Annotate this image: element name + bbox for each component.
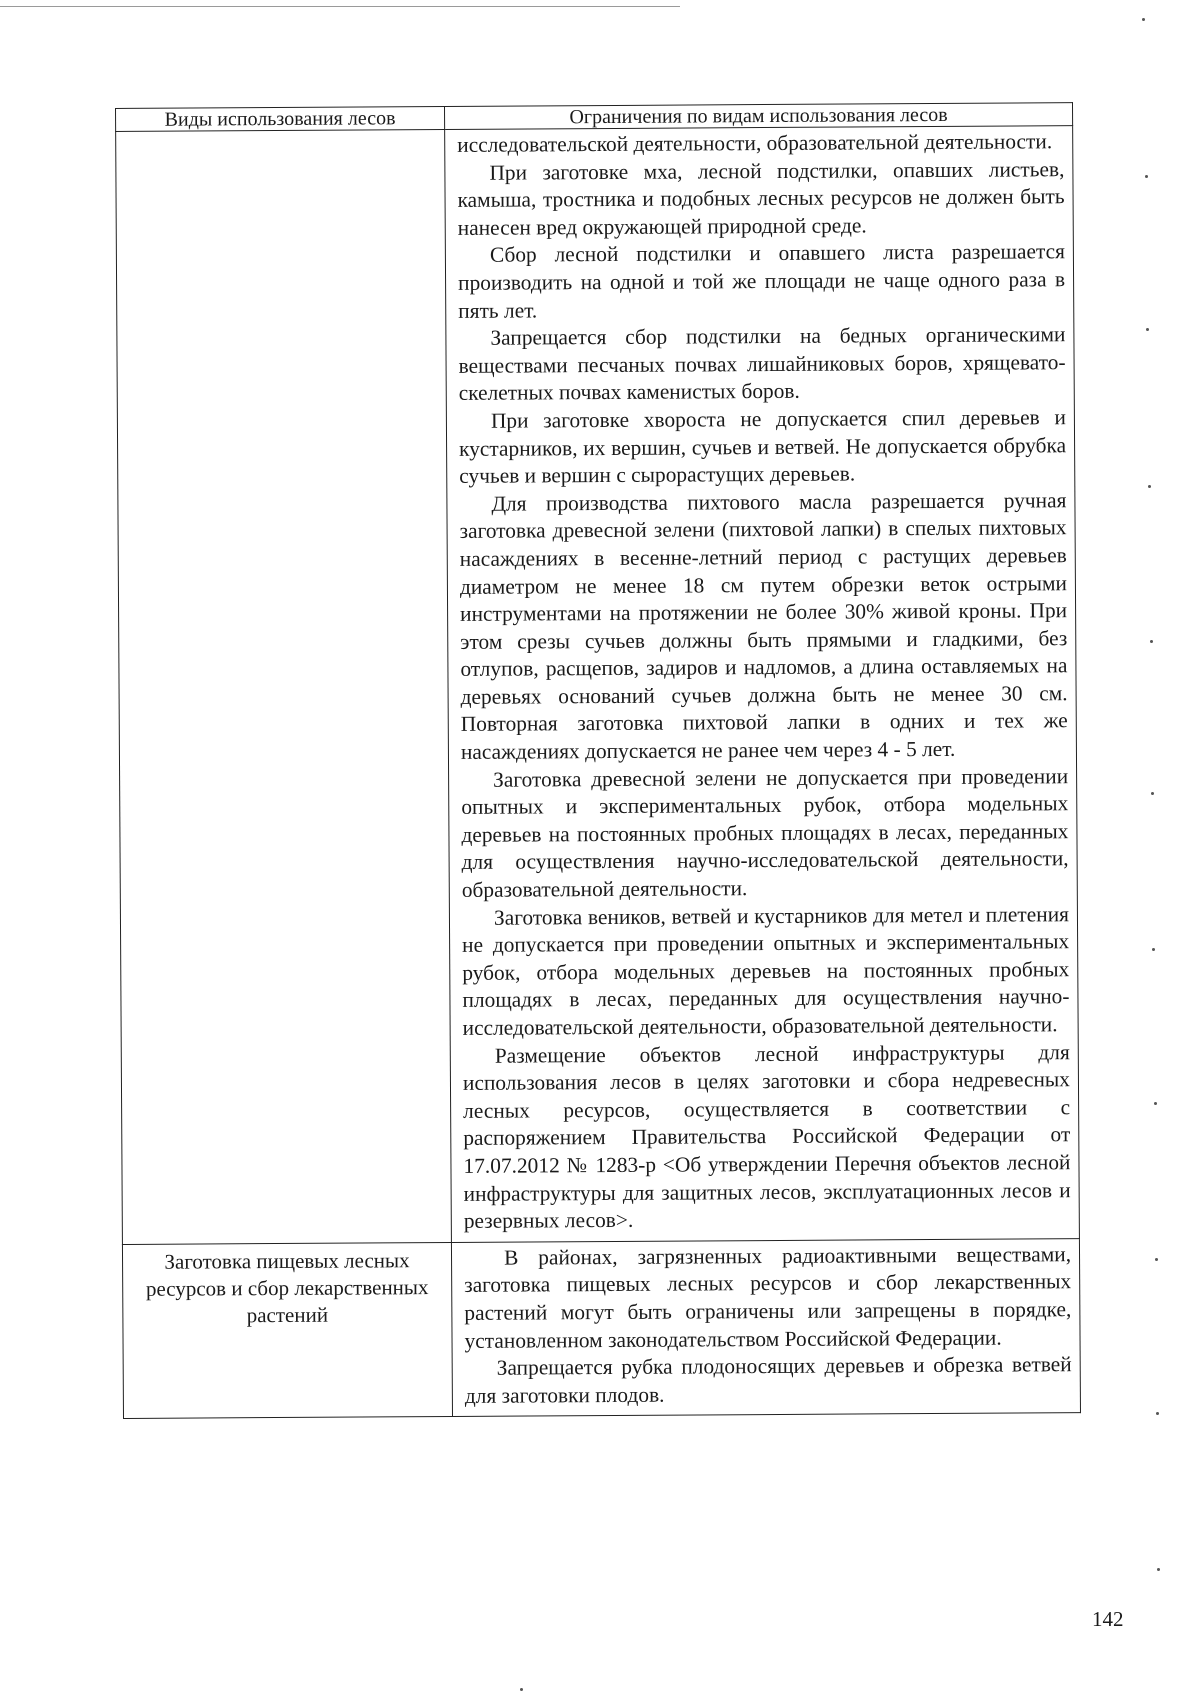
forest-use-type-cell: Заготовка пищевых лесных ресурсов и сбор лекарственных растений [122,1242,452,1419]
scan-speck [1150,640,1153,643]
scan-edge-line [0,6,680,7]
table-row [122,1238,1080,1418]
restriction-paragraph: Размещение объектов лесной инфраструктуры для использования лесов в целях заготовки и сбора недревесных лесных ресурсов, осуществляется в соответствии с распоряжением Правительства Российской Федерации от 17.07.2012 № 1283-р <Об утверждении Перечня объектов лесной инфраструктуры для защитных лесов, эксплуатационных лесов и резервных лесов>. [462,1039,1071,1234]
restriction-paragraph: При заготовке хвороста не допускается спил деревьев и кустарников, их вершин, сучьев и ветвей. Не допускается обрубка сучьев и вершин с сырорастущих деревьев. [459,405,1067,489]
scan-speck [1157,1568,1160,1571]
scan-speck [1145,175,1148,178]
restriction-paragraph: В районах, загрязненных радиоактивными веществами, заготовка пищевых лесных ресурсов и сбор лекарственных растений могут быть ограничены или запрещены в порядке, установленном законодательством Российской Федерации. [464,1241,1072,1353]
scan-speck [520,1688,523,1691]
restriction-paragraph: Заготовка древесной зелени не допускается при проведении опытных и экспериментальных рубок, отбора модельных деревьев на постоянных пробных площадях в лесах, переданных для осуществления научно-исследовательской деятельности, образовательной деятельности. [461,763,1069,902]
scan-speck [1154,1102,1157,1105]
header-forest-use-types: Виды использования лесов [116,106,445,131]
scan-speck [1146,328,1149,331]
restriction-paragraph: Для производства пихтового масла разрешается ручная заготовка древесной зелени (пихтовой лапки) в спелых пихтовых насаждениях в весенне-летний период с растущих деревьев диаметром не менее 18 см путем обрезки веток острыми инструментами на протяжении не более 30% живой кроны. При этом срезы сучьев должны быть прямыми и гладкими, без отлупов, расщепов, задиров и надломов, а длина оставляемых на деревьях оснований сучьев должна быть не менее 30 см. Повторная заготовка пихтовой лапки в одних и тех же насаждениях допускается не ранее чем через 4 - 5 лет. [459,487,1068,764]
scan-speck [1156,1412,1159,1415]
forest-use-restrictions-table [115,102,1081,1419]
scan-speck [1155,1258,1158,1261]
restriction-paragraph: Запрещается сбор подстилки на бедных органическими веществами песчаных почвах лишайниковых боров, хрящевато-скелетных почвах каменистых боров. [458,322,1066,406]
forest-use-type-cell-empty [116,129,452,1244]
restrictions-cell [445,126,1080,1243]
scan-speck [1148,485,1151,488]
page-number: 142 [1092,1607,1124,1631]
table-row [116,126,1080,1245]
scan-speck [1142,18,1145,21]
restriction-paragraph: Запрещается рубка плодоносящих деревьев и обрезка ветвей для заготовки плодов. [464,1352,1072,1408]
restrictions-cell [451,1238,1080,1416]
scan-speck [1151,792,1154,795]
restriction-paragraph: Сбор лесной подстилки и опавшего листа разрешается производить на одной и той же площади не чаще одного раза в пять лет. [458,239,1066,323]
restriction-paragraph: При заготовке мха, лесной подстилки, опавших листьев, камыша, тростника и подобных лесных ресурсов не должен быть нанесен вред окружающей природной среде. [457,156,1065,240]
restriction-paragraph: Заготовка веников, ветвей и кустарников для метел и плетения не допускается при проведении опытных и экспериментальных рубок, отбора модельных деревьев на постоянных пробных площадях в лесах, переданных для осуществления научно-исследовательской деятельности, образовательной деятельности. [462,901,1070,1040]
header-restrictions: Ограничения по видам использования лесов [444,103,1072,130]
restriction-paragraph: исследовательской деятельности, образовательной деятельности. [457,129,1053,157]
scan-speck [1152,948,1155,951]
